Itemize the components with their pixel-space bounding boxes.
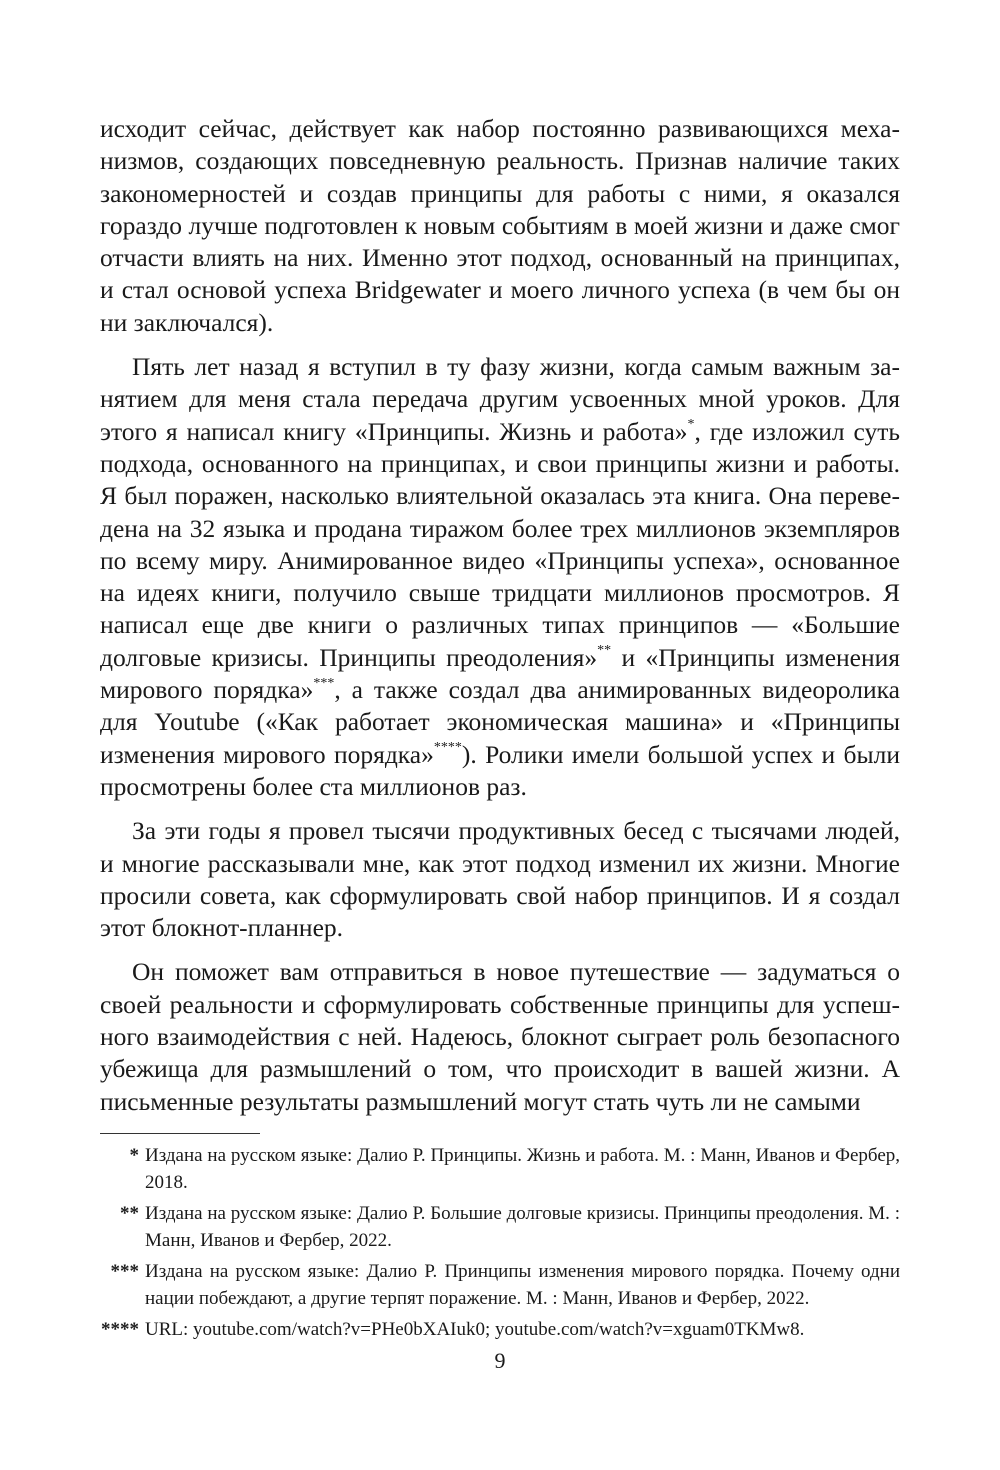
footnote xyxy=(100,1201,900,1254)
footnote-text: Издана на русском языке: Далио Р. Принципы изменения мирового порядка. Почему одни нации побеждают, а другие терпят поражение. М. : Манн, Иванов и Фербер, 2022. xyxy=(145,1261,900,1309)
footnote-mark: **** xyxy=(101,1319,139,1340)
footnote-mark: *** xyxy=(110,1261,139,1282)
footnote-reference: * xyxy=(687,417,695,433)
paragraph-text: и «Принципы изменения мирового порядка» xyxy=(100,642,900,705)
page-number: 9 xyxy=(494,1348,506,1373)
footnote-text: URL: youtube.com/watch?v=PHe0bXAIuk0; youtube.com/watch?v=xguam0TKMw8. xyxy=(145,1319,805,1340)
footnote xyxy=(100,1259,900,1312)
footnote-mark: ** xyxy=(120,1203,139,1224)
paragraph xyxy=(100,956,900,1117)
footnote-reference: ** xyxy=(597,643,612,659)
footnote-text: Издана на русском языке: Далио Р. Принципы. Жизнь и работа. М. : Манн, Иванов и Фербер, 2018. xyxy=(145,1145,900,1193)
footnote-reference: *** xyxy=(313,675,335,691)
footnote-divider xyxy=(100,1133,260,1134)
paragraph-text: исходит сейчас, действует как набор постоянно развивающихся механизмов, создающих повседневную реальность. Признав наличие таких закономерностей и создав принципы для работы с ними, я оказался гораздо лучше подготовлен к новым событиям в моей жизни и даже смог отчасти влиять на них. Именно этот подход, основанный на принципах, и стал основой успеха Bridgewater и моего личного успеха (в чем бы он ни заключался). xyxy=(100,114,900,337)
paragraph-text: ). Ролики имели большой успех и были просмотрены более ста миллионов раз. xyxy=(100,739,900,801)
paragraph xyxy=(100,351,900,803)
paragraph-text: , а также создал два анимированных видеоролика для Youtube («Как работает экономическая машина» и «Принципы изменения мирового порядка» xyxy=(100,675,900,769)
footnote xyxy=(100,1143,900,1196)
paragraph-text: , где изложил суть подхода, основанного на принципах, и свои принципы жизни и работы. Я был поражен, насколько влиятельной оказалась эта книга. Она переведена на 32 языка и продана тиражом более трех миллионов экземпляров по всему миру. Анимированное видео «Принципы успеха», основанное на идеях книги, получило свыше тридцати миллионов просмотров. Я написал еще две книги о различных типах принципов — «Большие долговые кризисы. Принципы преодоления» xyxy=(100,416,900,672)
footnote xyxy=(100,1317,900,1344)
main-text xyxy=(100,113,900,1130)
footnote-text: Издана на русском языке: Далио Р. Большие долговые кризисы. Принципы преодоления. М. : Манн, Иванов и Фербер, 2022. xyxy=(145,1203,900,1251)
footnote-mark: * xyxy=(129,1145,139,1166)
paragraph xyxy=(100,113,900,339)
footnotes xyxy=(100,1143,900,1349)
paragraph-text: Он поможет вам отправиться в новое путешествие — задуматься о своей реальности и сформулировать собственные принципы для успешного взаимодействия с ней. Надеюсь, блокнот сыграет роль безопасного убежища для размышлений о том, что происходит в вашей жизни. А письменные результаты размышлений могут стать чуть ли не самыми xyxy=(100,957,900,1116)
paragraph-text: Пять лет назад я вступил в ту фазу жизни, когда самым важным занятием для меня стала передача другим усвоенных мной уроков. Для этого я написал книгу «Принципы. Жизнь и работа» xyxy=(100,352,900,446)
paragraph-text: За эти годы я провел тысячи продуктивных бесед с тысячами людей, и многие рассказывали мне, как этот подход изменил их жизни. Многие просили совета, как сформулировать свой набор принципов. И я создал этот блокнот-планнер. xyxy=(100,816,900,943)
footnote-reference: **** xyxy=(433,740,462,756)
paragraph xyxy=(100,815,900,944)
